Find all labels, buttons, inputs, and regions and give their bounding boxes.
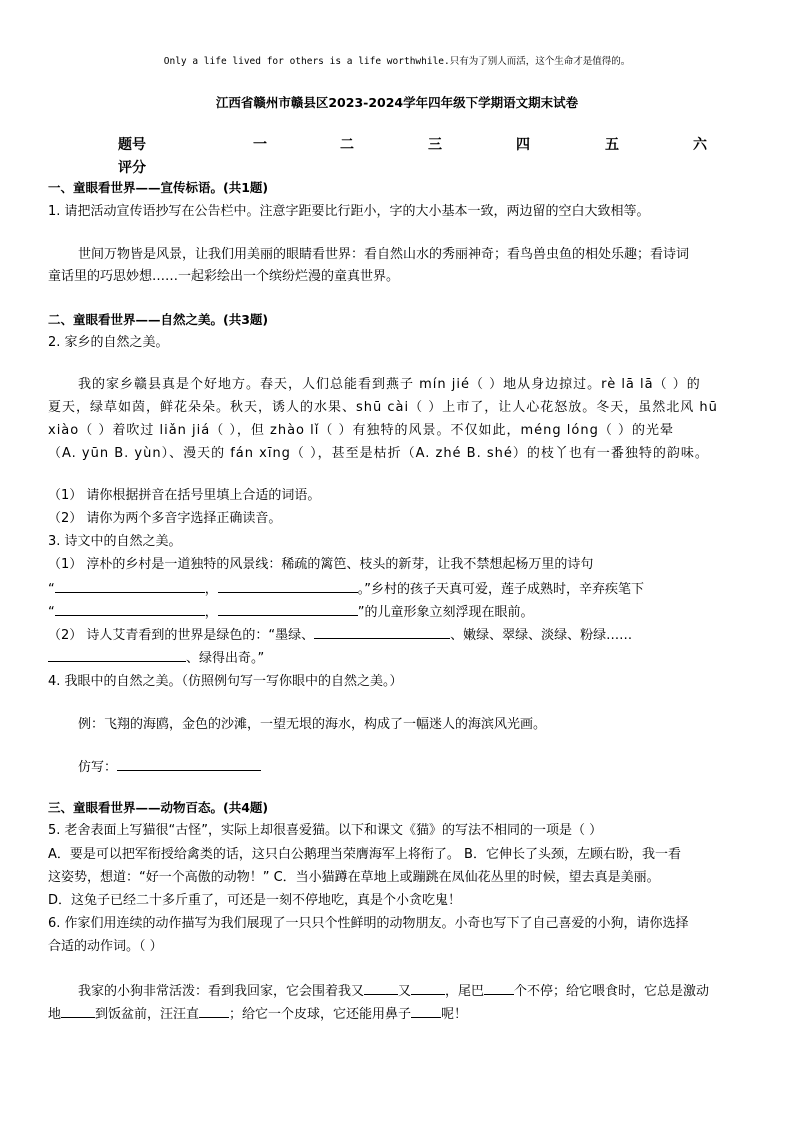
- score-table-header: [0, 134, 794, 154]
- score-col-1: 一: [253, 137, 267, 153]
- imitate-blank[interactable]: [117, 756, 261, 771]
- passage-line-3: xiào（ ）着吹过 liǎn jiá（ ），但 zhào lǐ（ ）有独特的风景。不仅如此，méng lóng（ ）的光晕: [48, 423, 674, 438]
- question-3-sub-1-line-2: “ ， 。”乡村的孩子天真可爱，莲子成熟时，辛弃疾笔下: [48, 578, 758, 601]
- page-motto: Only a life lived for others is a life worthwhile.只有为了别人而活，这个生命才是值得的。: [163, 56, 631, 67]
- question-6-line-2: 合适的动作词。（ ）: [48, 939, 163, 954]
- slogan-line-2: 童话里的巧思妙想……一起彩绘出一个缤纷烂漫的童真世界。: [48, 269, 400, 284]
- question-2: 2. 家乡的自然之美。: [48, 335, 169, 350]
- example-sentence: 例：飞翔的海鸥，金色的沙滩，一望无垠的海水，构成了一幅迷人的海滨风光画。: [78, 717, 547, 732]
- poem-blank-4[interactable]: [218, 601, 358, 616]
- score-col-4: 四: [516, 137, 530, 153]
- question-5-options-1: A．要是可以把军衔授给禽类的话，这只白公鹅理当荣膺海军上将衔了。 B．它伸长了头颈，左顾右盼，我一看: [48, 847, 681, 862]
- question-2-sub-1: （1） 请你根据拼音在括号里填上合适的词语。: [48, 488, 321, 503]
- section3-heading: 三、童眼看世界——动物百态。(共4题): [48, 800, 269, 815]
- question-2-sub-2: （2） 请你为两个多音字选择正确读音。: [48, 511, 282, 526]
- question-5-options-2: 这姿势，想道：“好一个高傲的动物！” C．当小猫蹲在草地上或蹦跳在凤仙花丛里的时候，望去真是美丽。: [48, 870, 660, 885]
- slogan-line-1: 世间万物皆是风景，让我们用美丽的眼睛看世界：看自然山水的秀丽神奇；看鸟兽虫鱼的相处乐趣；看诗词: [78, 247, 690, 262]
- green-blank-2[interactable]: [48, 647, 186, 662]
- question-3-sub-1: （1） 淳朴的乡村是一道独特的风景线：稀疏的篱笆、枝头的新芽，让我不禁想起杨万里的诗句: [48, 557, 594, 572]
- dog-blank-5[interactable]: [199, 1003, 229, 1018]
- section2-heading: 二、童眼看世界——自然之美。(共3题): [48, 312, 269, 327]
- page-title: 江西省赣州市赣县区2023-2024学年四年级下学期语文期末试卷: [215, 95, 579, 110]
- poem-blank-3[interactable]: [55, 601, 205, 616]
- question-6-line-1: 6. 作家们用连续的动作描写为我们展现了一只只个性鲜明的动物朋友。小奇也写下了自己喜爱的小狗，请你选择: [48, 916, 689, 931]
- score-col-3: 三: [428, 137, 442, 153]
- question-3-sub-2-line-1: （2） 诗人艾青看到的世界是绿色的：“墨绿、 、嫩绿、翠绿、淡绿、粉绿……: [48, 624, 758, 647]
- imitate-line: 仿写：: [78, 756, 788, 779]
- question-3-sub-2-line-2: 、绿得出奇。”: [48, 647, 758, 670]
- dog-blank-6[interactable]: [411, 1003, 441, 1018]
- dog-blank-3[interactable]: [484, 980, 514, 995]
- score-label-score: 评分: [118, 160, 146, 176]
- question-5: 5. 老舍表面上写猫很“古怪”，实际上却很喜爱猫。以下和课文《猫》的写法不相同的一项是（ ）: [48, 823, 603, 838]
- dog-blank-4[interactable]: [61, 1003, 95, 1018]
- green-blank-1[interactable]: [314, 624, 450, 639]
- question-3-sub-1-line-3: “ ， ”的儿童形象立刻浮现在眼前。: [48, 601, 758, 624]
- passage-line-4: （A. yūn B. yùn）、漫天的 fán xīng（ ），甚至是枯折（A. zhé B. shé）的枝丫也有一番独特的韵味。: [48, 446, 709, 461]
- section1-heading: 一、童眼看世界——宣传标语。(共1题): [48, 180, 269, 195]
- dog-blank-1[interactable]: [364, 980, 398, 995]
- passage-line-1: 我的家乡赣县真是个好地方。春天，人们总能看到燕子 mín jié（ ）地从身边掠过。rè lā lā（ ）的: [78, 377, 701, 392]
- dog-passage-line-2: 地 到饭盆前，汪汪直 ；给它一个皮球，它还能用鼻子 呢！: [48, 1003, 758, 1026]
- poem-blank-1[interactable]: [55, 578, 205, 593]
- score-label-number: 题号: [118, 137, 146, 153]
- question-3: 3. 诗文中的自然之美。: [48, 534, 182, 549]
- dog-passage-line-1: 我家的小狗非常活泼：看到我回家，它会围着我又 又 ，尾巴 个不停；给它喂食时，它总是激动: [78, 980, 788, 1003]
- score-col-5: 五: [605, 137, 619, 153]
- poem-blank-2[interactable]: [218, 578, 358, 593]
- passage-line-2: 夏天，绿草如茵，鲜花朵朵。秋天，诱人的水果、shū cài（ ）上市了，让人心花怒放。冬天，虽然北风 hū: [48, 400, 718, 415]
- dog-blank-2[interactable]: [411, 980, 445, 995]
- score-col-6: 六: [693, 137, 707, 153]
- question-1: 1. 请把活动宣传语抄写在公告栏中。注意字距要比行距小，字的大小基本一致，两边留的空白大致相等。: [48, 204, 650, 219]
- question-5-options-3: D．这兔子已经二十多斤重了，可还是一刻不停地吃，真是个小贪吃鬼！: [48, 893, 462, 908]
- score-col-2: 二: [340, 137, 354, 153]
- question-4: 4. 我眼中的自然之美。（仿照例句写一写你眼中的自然之美。）: [48, 674, 403, 689]
